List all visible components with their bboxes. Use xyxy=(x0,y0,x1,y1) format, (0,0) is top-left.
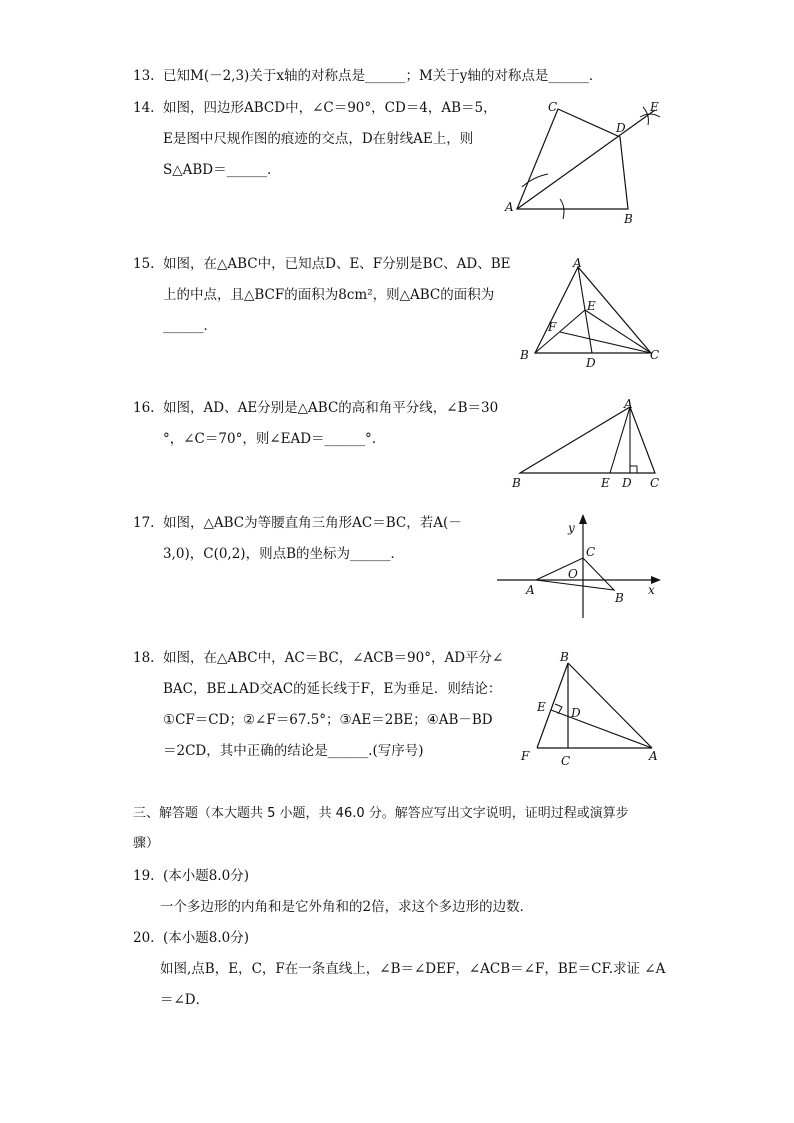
q16-label-c: C xyxy=(650,476,660,490)
q17-label-b: B xyxy=(615,591,624,605)
q18-label-d: D xyxy=(571,706,581,720)
q16-figure xyxy=(500,395,670,493)
q15-line-1 xyxy=(133,254,511,274)
q16-line-2: °，∠C＝70°，则∠EAD＝______°. xyxy=(163,431,377,447)
q15-number: 15. xyxy=(133,256,155,272)
q18-label-f: F xyxy=(521,749,530,763)
q17-label-c: C xyxy=(586,545,596,559)
q18-line-4: ＝2CD，其中正确的结论是______.(写序号) xyxy=(163,743,424,759)
q18-label-a: A xyxy=(649,749,658,763)
q16-label-b: B xyxy=(512,476,521,490)
q15-label-d: D xyxy=(586,356,596,370)
q15-line-3: ______． xyxy=(163,318,217,334)
q18-label-c: C xyxy=(561,754,571,768)
q14-line-1 xyxy=(133,98,497,118)
q18-label-e: E xyxy=(537,700,546,714)
q14-figure xyxy=(500,95,670,230)
q13-number: 13. xyxy=(133,68,155,84)
q19-score: (本小题8.0分) xyxy=(163,868,250,884)
q15-label-f: F xyxy=(548,320,557,334)
q16-text-1: 如图，AD、AE分别是△ABC的高和角平分线，∠B＝30 xyxy=(163,400,499,416)
q14-label-d: D xyxy=(616,121,626,135)
q19-body: 一个多边形的内角和是它外角和的2倍，求这个多边形的边数． xyxy=(160,899,534,915)
q16-label-a: A xyxy=(624,397,633,411)
q20-number: 20. xyxy=(133,930,155,946)
q18-line-1 xyxy=(133,648,503,668)
q18-number: 18. xyxy=(133,650,155,666)
q20-header xyxy=(133,928,249,948)
q20-body-2: ＝∠D． xyxy=(160,992,210,1008)
q17-figure xyxy=(493,512,665,622)
q15-text-1: 如图，在△ABC中，已知点D、E、F分别是BC、AD、BE xyxy=(163,256,511,272)
q16-label-d: D xyxy=(622,476,632,490)
q14-number: 14. xyxy=(133,100,155,116)
section-heading-line-1: 三、解答题（本大题共 5 小题，共 46.0 分。解答应写出文字说明，证明过程或演算步 xyxy=(133,806,629,821)
q14-line-3: S△ABD＝______． xyxy=(163,162,281,178)
q18-text-1: 如图，在△ABC中，AC＝BC，∠ACB＝90°，AD平分∠ xyxy=(163,650,504,666)
q20-body-1: 如图,点B，E，C，F在一条直线上，∠B＝∠DEF，∠ACB＝∠F，BE＝CF.求证 ∠A xyxy=(160,961,666,977)
q16-number: 16. xyxy=(133,400,155,416)
q16-label-e: E xyxy=(601,476,610,490)
q17-number: 17. xyxy=(133,515,155,531)
q17-label-x: x xyxy=(648,583,655,597)
q15-line-2: 上的中点，且△BCF的面积为8cm²，则△ABC的面积为 xyxy=(163,287,495,303)
q14-label-e: E xyxy=(650,100,659,114)
q14-label-b: B xyxy=(624,212,633,226)
q17-label-o: O xyxy=(568,567,578,581)
q18-label-b: B xyxy=(560,650,569,664)
q17-label-y: y xyxy=(568,521,575,535)
q13-text: 已知M(－2,3)关于x轴的对称点是______；M关于y轴的对称点是______． xyxy=(163,68,603,84)
q18-line-2: BAC，BE⊥AD交AC的延长线于F，E为垂足．则结论： xyxy=(163,681,502,697)
q18-line-3: ①CF＝CD；②∠F＝67.5°；③AE＝2BE；④AB－BD xyxy=(163,712,493,728)
q17-text-1: 如图，△ABC为等腰直角三角形AC＝BC，若A(－ xyxy=(163,515,462,531)
q15-label-a: A xyxy=(573,256,582,270)
section-heading-line-2: 骤） xyxy=(133,836,160,851)
q20-score: (本小题8.0分) xyxy=(163,930,250,946)
q15-figure xyxy=(510,255,670,373)
q17-label-a: A xyxy=(526,583,535,597)
q16-line-1 xyxy=(133,398,498,418)
q15-label-e: E xyxy=(587,299,596,313)
q19-header xyxy=(133,866,249,886)
q15-label-c: C xyxy=(650,348,660,362)
q17-line-2: 3,0)，C(0,2)，则点B的坐标为______． xyxy=(163,546,404,562)
q14-label-a: A xyxy=(505,200,514,214)
q19-number: 19. xyxy=(133,868,155,884)
q14-text-1: 如图，四边形ABCD中，∠C＝90°，CD＝4，AB＝5， xyxy=(163,100,497,116)
q13-line xyxy=(133,66,602,86)
q17-line-1 xyxy=(133,513,462,533)
q14-label-c: C xyxy=(548,100,558,114)
q14-line-2: E是图中尺规作图的痕迹的交点，D在射线AE上，则 xyxy=(163,131,474,147)
q15-label-b: B xyxy=(520,348,529,362)
q18-figure xyxy=(512,647,670,772)
